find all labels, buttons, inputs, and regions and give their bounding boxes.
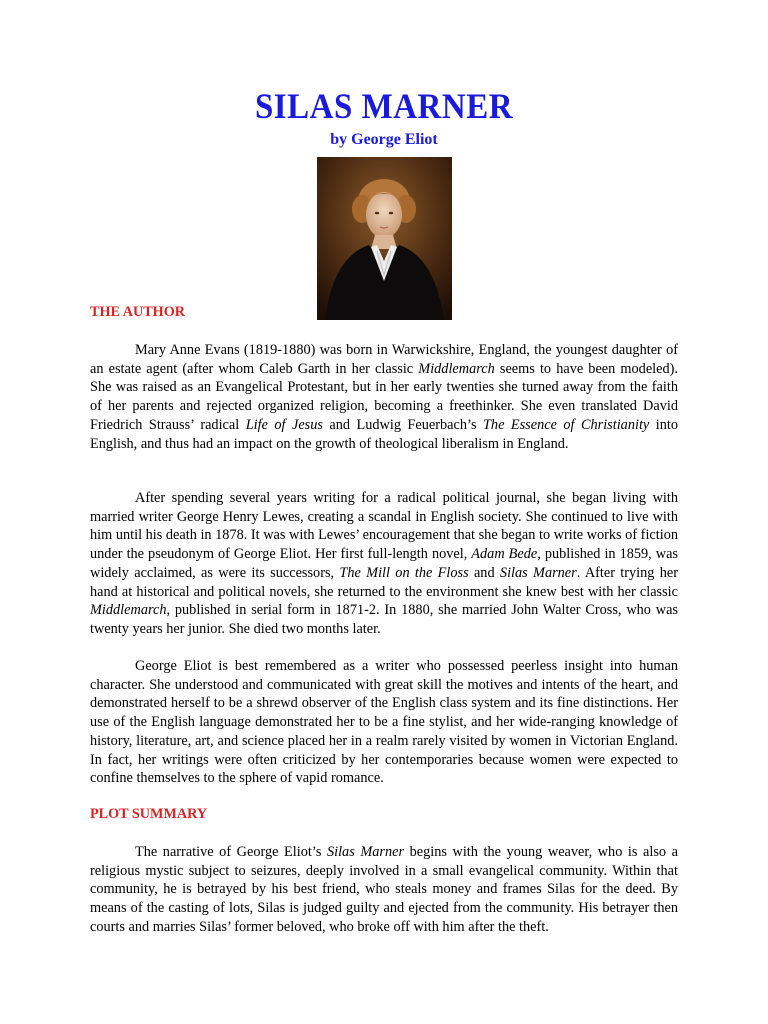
body-text: , published in 1859, was widely acclaimed, as were its successors, [90, 546, 678, 581]
body-text: George Eliot is best remembered as a writer who possessed peerless insight into human character. She understood and communicated with great skill the motives and intents of the heart, and demonstrated herself to be a shrewd observer of the English class system and its fine distinctions. Her use of the English language demonstrated her to be a fine stylist, and her wide-ranging knowledge of history, literature, art, and science placed her in a realm rarely visited by women in Victorian England. In fact, her writings were often criticized by her contemporaries because women were expected to confine themselves to the sphere of vapid romance. [90, 658, 678, 787]
section-heading-author: THE AUTHOR [90, 304, 185, 320]
italic-title-text: Middlemarch [418, 360, 495, 377]
body-text: and Ludwig Feuerbach’s [322, 416, 483, 433]
body-text: seems to have been modeled). She was raised as an Evangelical Protestant, but in her early twenties she turned away from the faith of her parents and rejected organized religion, becoming a freethinker. She even translated David Friedrich Strauss’ radical [90, 360, 678, 433]
italic-title-text: Life of Jesus [245, 416, 323, 433]
body-text: After spending several years writing for a radical political journal, she began living with married writer George Henry Lewes, creating a scandal in English society. She continued to live with him until his death in 1878. It was with Lewes’ encouragement that she began to write works of fiction under the pseudonym of George Eliot. Her first full-length novel, [90, 490, 678, 563]
page-title: SILAS MARNER [254, 88, 514, 127]
author-byline: by George Eliot [330, 131, 438, 148]
body-text: The narrative of George Eliot’s [135, 844, 327, 860]
italic-title-text: The Mill on the Floss [339, 564, 469, 581]
body-text: into English, and thus had an impact on the growth of theological liberalism in England. [90, 416, 678, 452]
italic-title-text: Silas Marner [326, 844, 405, 860]
author-paragraph [90, 657, 678, 788]
italic-title-text: Adam Bede [471, 546, 538, 563]
italic-title-text: Silas Marner [499, 564, 577, 581]
plot-summary-paragraph [90, 843, 678, 937]
section-heading-plot-summary: PLOT SUMMARY [90, 806, 208, 822]
author-paragraph [90, 489, 678, 639]
italic-title-text: The Essence of Christianity [482, 416, 650, 433]
body-text: , published in serial form in 1871-2. In 1880, she married John Walter Cross, who was twenty years her junior. She died two months later. [90, 602, 678, 637]
body-text: . After trying her hand at historical and political novels, she returned to the environment she knew best with her classic [90, 564, 678, 600]
body-text: begins with the young weaver, who is also a religious mystic subject to seizures, deeply involved in a small evangelical community. Within that community, he is betrayed by his best friend, who steals money and frames Silas for the deed. By means of the casting of lots, Silas is judged guilty and ejected from the community. His betrayer then courts and marries Silas’ former beloved, who broke off with him after the theft. [90, 844, 678, 935]
body-text: and [468, 564, 500, 581]
italic-title-text: Middlemarch [90, 602, 167, 619]
body-text: Mary Anne Evans (1819-1880) was born in Warwickshire, England, the youngest daughter of an estate agent (after whom Caleb Garth in her classic [90, 342, 678, 377]
author-paragraph [90, 341, 678, 453]
author-portrait [317, 157, 452, 320]
